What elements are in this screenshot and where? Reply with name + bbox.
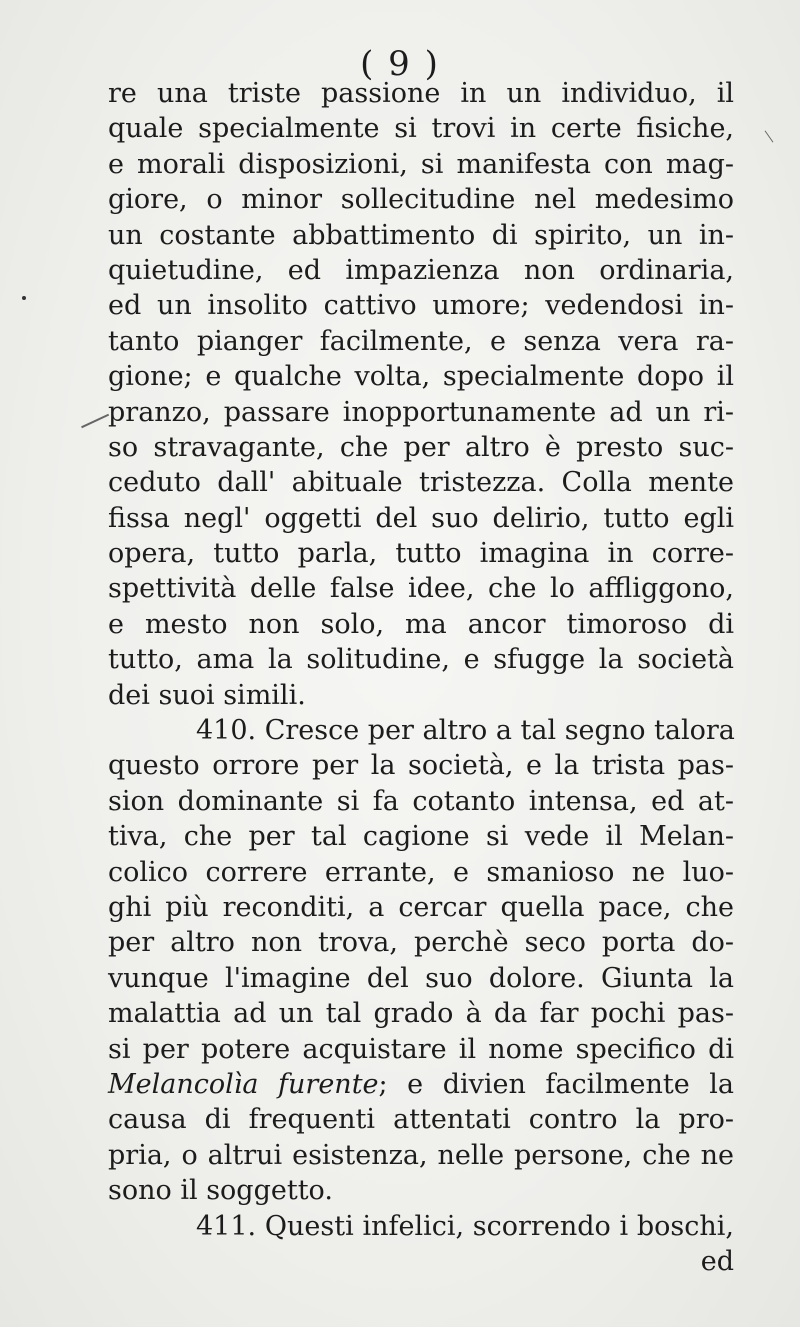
text-line: re una triste passione in un individuo, il xyxy=(108,78,734,109)
text-line: e morali disposizioni, si manifesta con mag- xyxy=(108,148,734,180)
text-line: tutto, ama la solitudine, e sfugge la società xyxy=(108,644,734,676)
text-line: malattia ad un tal grado à da far pochi pas- xyxy=(108,998,734,1030)
text-line: ed xyxy=(700,1245,734,1277)
text-line: e mesto non solo, ma ancor timoroso di xyxy=(108,608,734,640)
text-line: 411. Questi infelici, scorrendo i boschi, xyxy=(196,1210,734,1242)
text-line: giore, o minor sollecitudine nel medesimo xyxy=(108,184,734,216)
text-line: si per potere acquistare il nome specifico di xyxy=(108,1033,734,1065)
text-line: so stravagante, che per altro è presto suc- xyxy=(108,431,734,463)
text-line: sono il soggetto. xyxy=(108,1175,333,1207)
text-line: ceduto dall' abituale tristezza. Colla mente xyxy=(108,467,734,499)
text-line: Melancolìa furente; e divien facilmente la xyxy=(108,1068,734,1100)
text-line: fissa negl' oggetti del suo delirio, tutto egli xyxy=(108,502,734,534)
text-line: vunque l'imagine del suo dolore. Giunta la xyxy=(108,962,734,994)
text-line: dei suoi simili. xyxy=(108,679,306,711)
text-line: quietudine, ed impazienza non ordinaria, xyxy=(108,254,734,286)
text-line: questo orrore per la società, e la trista pas- xyxy=(108,750,734,782)
text-line: tiva, che per tal cagione si vede il Melan- xyxy=(108,821,734,853)
margin-stroke xyxy=(765,130,774,142)
body-text xyxy=(108,76,734,1279)
text-line: un costante abbattimento di spirito, un in- xyxy=(108,219,734,251)
text-line: ed un insolito cattivo umore; vedendosi in- xyxy=(108,290,734,322)
text-line: quale specialmente si trovi in certe fisiche, xyxy=(108,113,734,145)
margin-mark xyxy=(22,296,26,300)
text-line: 410. Cresce per altro a tal segno talora xyxy=(196,715,735,747)
text-line: colico correre errante, e smanioso ne luo- xyxy=(108,856,734,888)
text-line: tanto pianger facilmente, e senza vera ra- xyxy=(108,325,734,357)
text-line: sion dominante si fa cotanto intensa, ed at- xyxy=(108,785,734,817)
text-line: per altro non trova, perchè seco porta do- xyxy=(108,927,734,959)
page-number: ( 9 ) xyxy=(360,44,440,84)
text-line: pranzo, passare inopportunamente ad un ri- xyxy=(108,396,734,428)
text-line: causa di frequenti attentati contro la pro- xyxy=(108,1104,734,1136)
margin-stroke xyxy=(81,414,109,428)
italic-term: Melancolìa furente xyxy=(108,1068,379,1100)
text-line: ghi più reconditi, a cercar quella pace, che xyxy=(108,891,734,923)
text-line: gione; e qualche volta, specialmente dopo il xyxy=(108,361,734,393)
text-line: pria, o altrui esistenza, nelle persone, che ne xyxy=(108,1139,734,1171)
text-line: spettività delle false idee, che lo affliggono, xyxy=(108,573,734,605)
text-line: opera, tutto parla, tutto imagina in corre- xyxy=(108,538,734,570)
